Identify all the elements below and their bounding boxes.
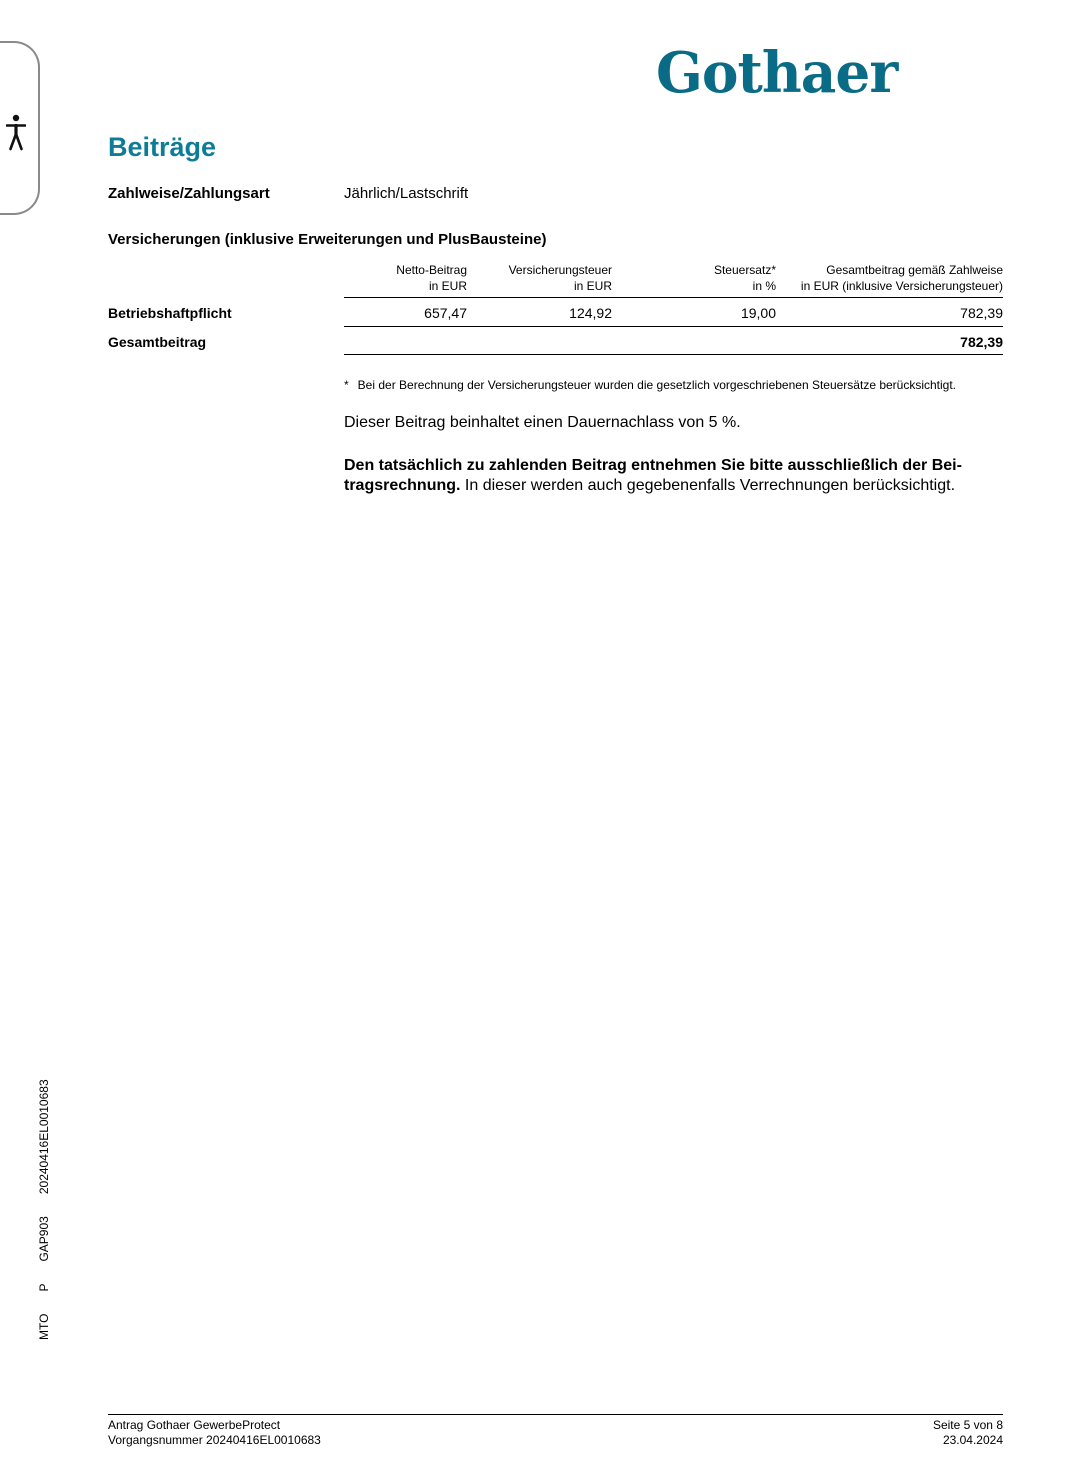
table-row-label: Betriebshaftpflicht <box>108 305 232 321</box>
footer-case-number: Vorgangsnummer 20240416EL0010683 <box>108 1433 321 1447</box>
footer-right <box>933 1418 1003 1448</box>
table-cell-netto: 657,47 <box>424 305 467 321</box>
table-cell-steuersatz: 19,00 <box>740 305 776 321</box>
payment-method-value: Jährlich/Lastschrift <box>344 185 469 202</box>
gothaer-logo: Gothaer <box>656 40 898 106</box>
footer-date: 23.04.2024 <box>942 1433 1003 1447</box>
column-header-versicherungsteuer: Versicherungsteuer in EUR <box>508 263 612 293</box>
column-header-netto: Netto-Beitrag in EUR <box>396 263 467 293</box>
total-label: Gesamtbeitrag <box>108 334 207 350</box>
table-bottom-divider <box>344 354 1003 355</box>
payment-info-normal: In dieser werden auch gegebenenfalls Verrechnungen berücksichtigt. <box>460 477 956 494</box>
column-header-gesamtbeitrag: Gesamtbeitrag gemäß Zahlweise in EUR (inklusive Versicherungsteuer) <box>800 263 1003 293</box>
footer-page-number: Seite 5 von 8 <box>932 1418 1003 1432</box>
footer-divider <box>108 1414 1003 1415</box>
payment-info-bold: Den tatsächlich zu zahlenden Beitrag entnehmen Sie bitte ausschließlich der Beitragsrechnung. <box>344 457 962 494</box>
table-row-divider <box>344 326 1003 327</box>
payment-info-text <box>344 456 994 496</box>
accessibility-person-icon <box>6 113 26 153</box>
discount-note: Dieser Beitrag beinhaltet einen Dauernachlass von 5 %. <box>344 414 741 431</box>
footnote-marker: * <box>344 378 349 392</box>
accessibility-button[interactable] <box>0 41 40 215</box>
payment-method-label: Zahlweise/Zahlungsart <box>108 185 270 202</box>
column-header-steuersatz: Steuersatz* in % <box>713 263 776 293</box>
footnote-text: Bei der Berechnung der Versicherungsteuer wurden die gesetzlich vorgeschriebenen Steuersätze berücksichtigt. <box>357 378 957 392</box>
footer-left <box>108 1418 321 1448</box>
table-header-divider <box>344 297 1003 298</box>
total-value: 782,39 <box>960 334 1003 350</box>
tax-footnote <box>344 378 956 392</box>
insurance-section-heading: Versicherungen (inklusive Erweiterungen und PlusBausteine) <box>108 231 547 248</box>
footer-product: Antrag Gothaer GewerbeProtect <box>108 1418 281 1432</box>
table-cell-gesamt: 782,39 <box>960 305 1003 321</box>
side-document-code: MTOPGAP90320240416EL0010683 <box>37 1079 51 1340</box>
table-cell-versicherungsteuer: 124,92 <box>569 305 612 321</box>
page-title: Beiträge <box>108 132 217 162</box>
